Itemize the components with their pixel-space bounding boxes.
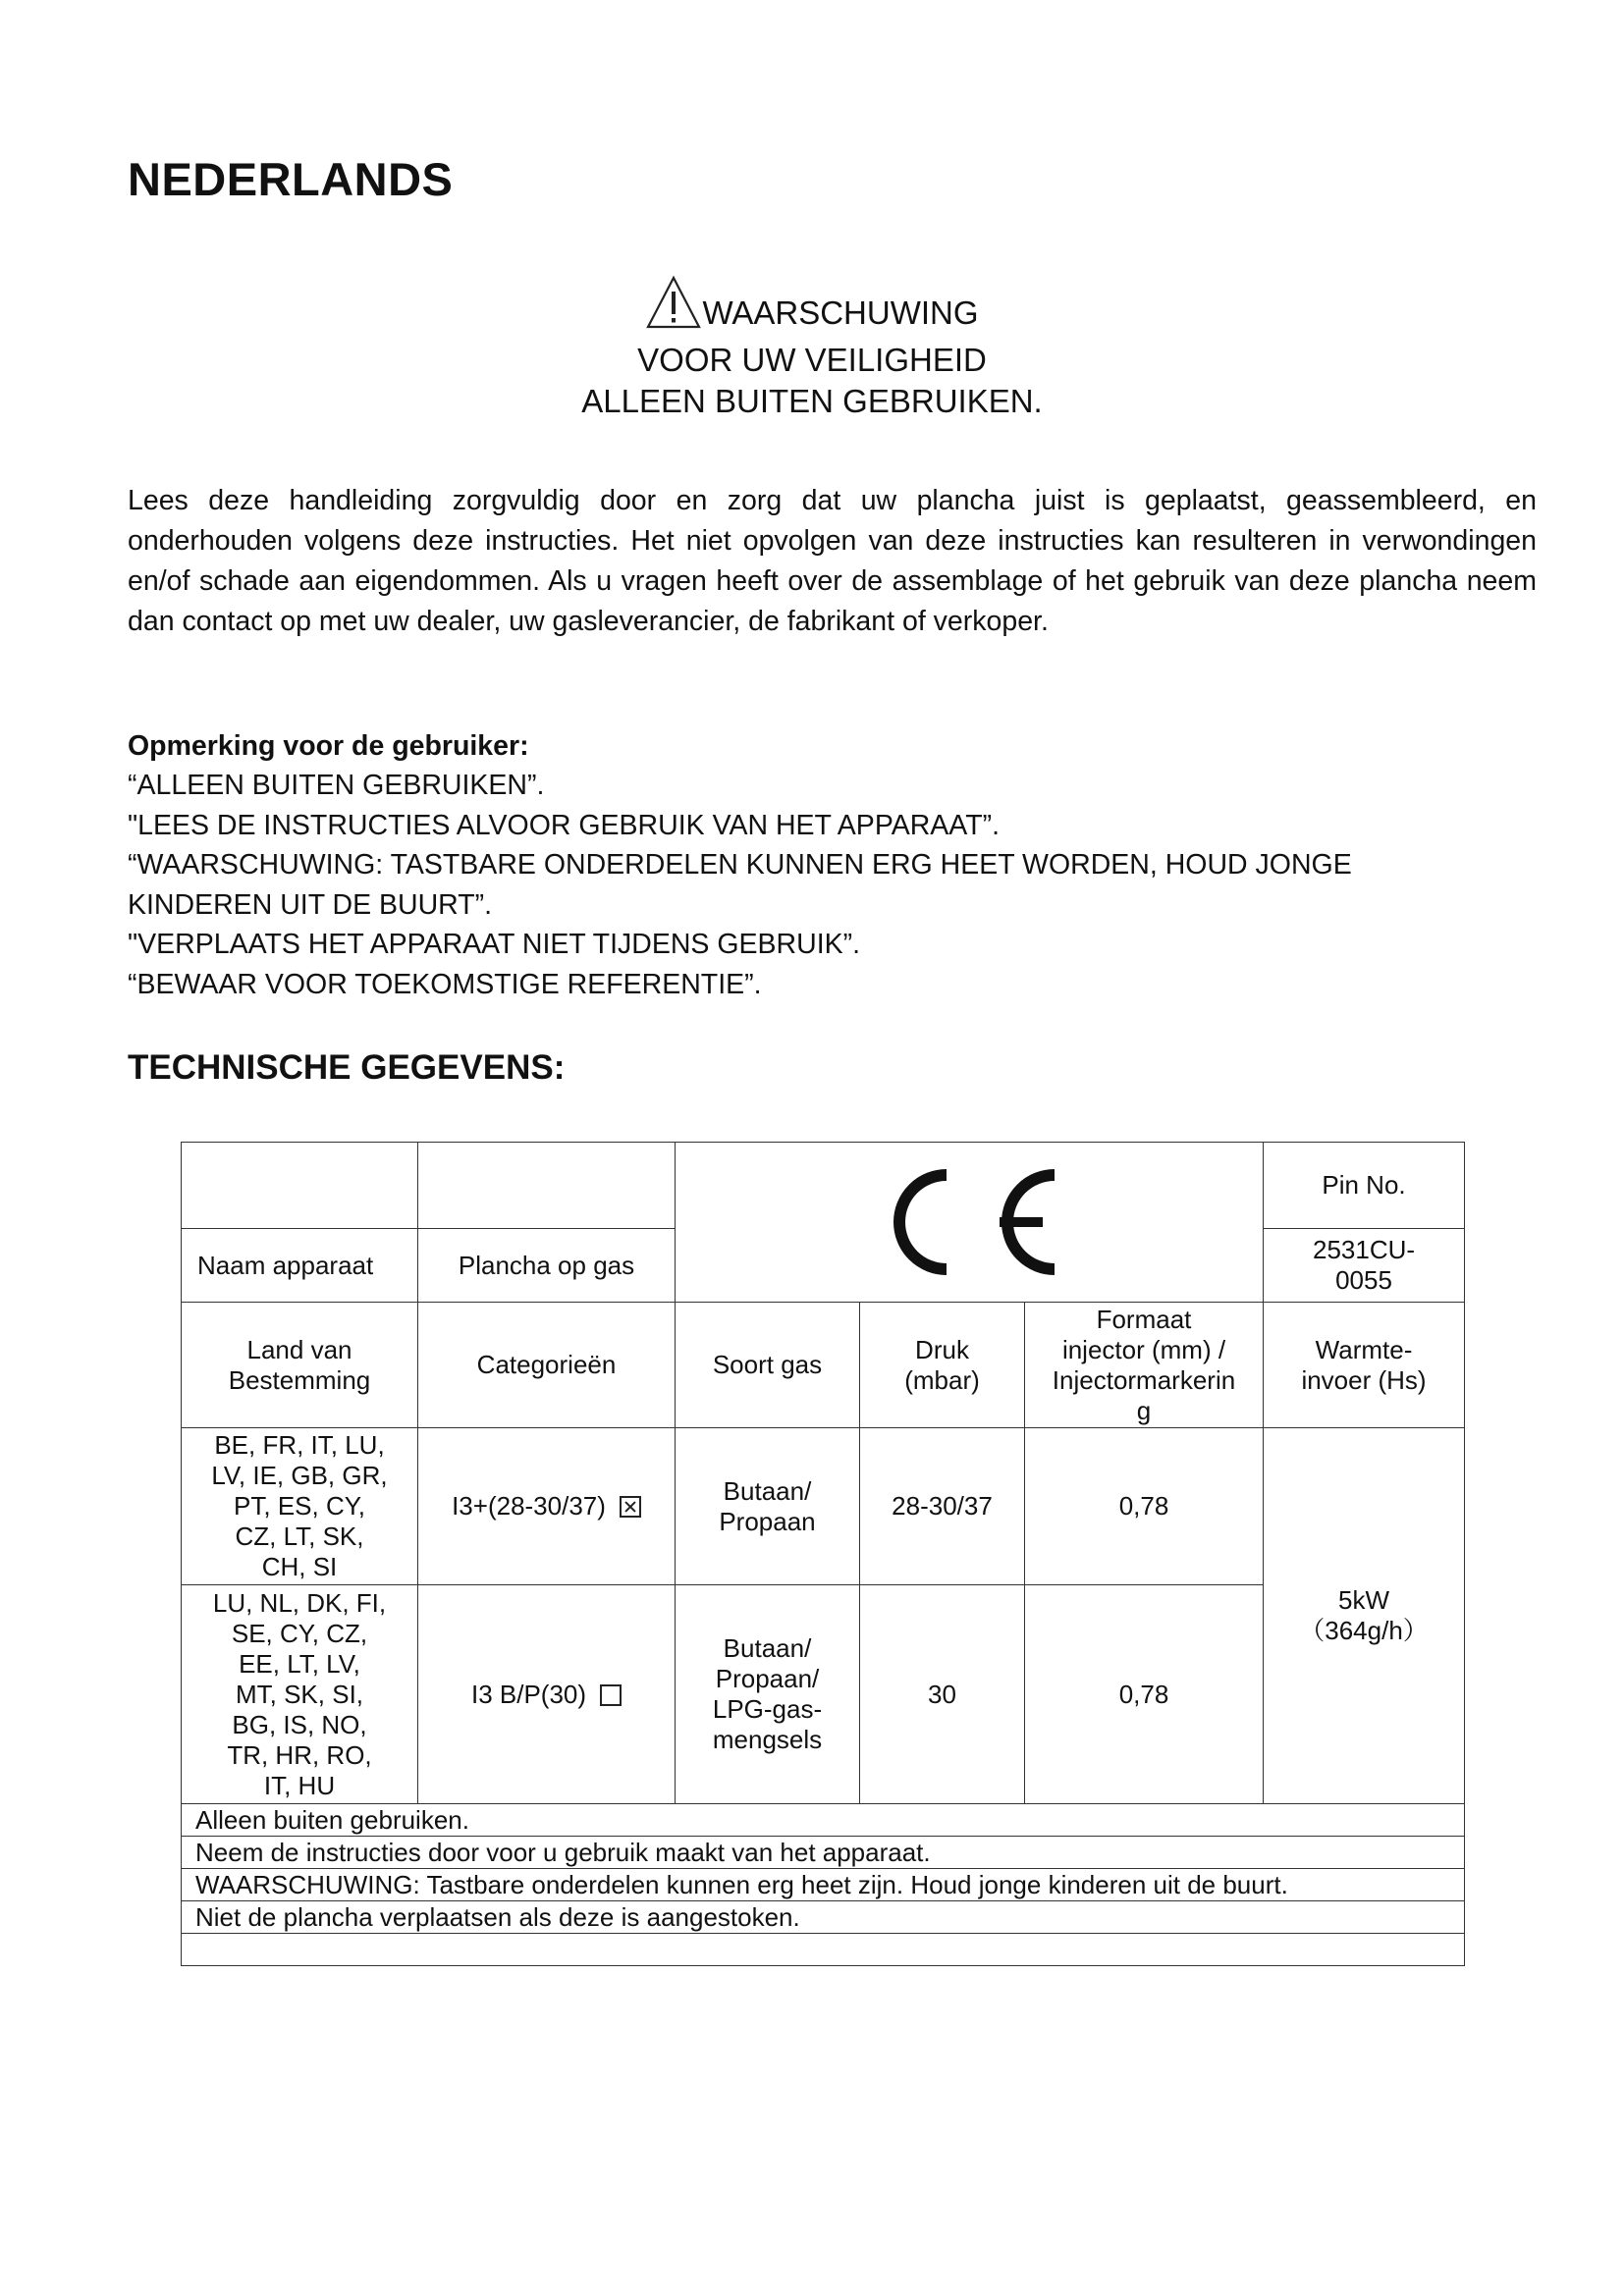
user-note-line: “ALLEEN BUITEN GEBRUIKEN”. <box>128 770 545 801</box>
safety-warning <box>419 275 1205 422</box>
pin-value-line: 2531CU- <box>1312 1235 1416 1264</box>
country-line: TR, HR, RO, <box>227 1739 372 1770</box>
ce-mark-cell <box>676 1143 1264 1303</box>
warning-title-line <box>645 275 978 334</box>
gas-line: Butaan/ <box>723 1633 812 1663</box>
pin-value-line: 0055 <box>1335 1265 1392 1295</box>
pin-label: Pin No. <box>1264 1143 1465 1229</box>
country-line: IT, HU <box>263 1770 336 1800</box>
empty-cell <box>182 1143 418 1229</box>
header-line: Druk <box>915 1334 969 1364</box>
country-line: CZ, LT, SK, <box>235 1522 364 1551</box>
header-injector <box>1025 1303 1264 1428</box>
pressure-cell: 28-30/37 <box>860 1428 1025 1585</box>
country-line: LU, NL, DK, FI, <box>212 1587 387 1618</box>
warning-title: WAARSCHUWING <box>702 294 979 331</box>
country-line: EE, LT, LV, <box>239 1648 360 1679</box>
empty-cell <box>418 1143 676 1229</box>
header-gas-type: Soort gas <box>676 1303 860 1428</box>
country-line: BE, FR, IT, LU, <box>214 1430 385 1460</box>
heat-input-line: 5kW <box>1338 1585 1390 1615</box>
user-note-line: “WAARSCHUWING: TASTBARE ONDERDELEN KUNNEN ERG HEET WORDEN, HOUD JONGE <box>128 849 1352 881</box>
table-row <box>182 1428 1465 1585</box>
technical-data-heading: TECHNISCHE GEGEVENS: <box>128 1048 566 1087</box>
header-heat-input <box>1264 1303 1465 1428</box>
header-country <box>182 1303 418 1428</box>
table-note: Niet de plancha verplaatsen als deze is aangestoken. <box>182 1901 1465 1934</box>
header-line: Bestemming <box>228 1364 371 1395</box>
gas-type-cell <box>676 1585 860 1804</box>
gas-type-cell <box>676 1428 860 1585</box>
pin-value <box>1264 1229 1465 1303</box>
category-cell <box>418 1428 676 1585</box>
technical-data-table <box>181 1142 1465 1966</box>
header-line: Land van <box>246 1334 352 1364</box>
gas-line: Propaan/ <box>715 1664 820 1693</box>
country-line: SE, CY, CZ, <box>231 1618 368 1648</box>
country-line: LV, IE, GB, GR, <box>211 1461 388 1490</box>
warning-subtitle: VOOR UW VEILIGHEID <box>637 342 987 378</box>
gas-line: Propaan <box>719 1506 816 1536</box>
header-line: invoer (Hs) <box>1301 1364 1427 1395</box>
warning-outdoor-only: ALLEEN BUITEN GEBRUIKEN. <box>581 383 1043 419</box>
table-note: WAARSCHUWING: Tastbare onderdelen kunnen erg heet zijn. Houd jonge kinderen uit de buurt. <box>182 1869 1465 1901</box>
header-line: Formaat <box>1096 1304 1192 1334</box>
header-pressure <box>860 1303 1025 1428</box>
table-note: Neem de instructies door voor u gebruik maakt van het apparaat. <box>182 1837 1465 1869</box>
device-name-value: Plancha op gas <box>418 1229 676 1303</box>
country-list <box>182 1585 418 1804</box>
country-line: PT, ES, CY, <box>234 1491 365 1521</box>
checked-box-icon <box>620 1496 641 1518</box>
injector-cell: 0,78 <box>1025 1585 1264 1804</box>
heat-input-cell <box>1264 1428 1465 1804</box>
country-list <box>182 1428 418 1585</box>
device-name-label: Naam apparaat <box>182 1229 418 1303</box>
country-line: CH, SI <box>261 1552 338 1581</box>
warning-triangle-icon <box>645 275 702 330</box>
gas-line: mengsels <box>712 1725 823 1754</box>
country-line: MT, SK, SI, <box>235 1679 364 1709</box>
header-line: injector (mm) / <box>1061 1334 1226 1364</box>
user-notes <box>128 726 1542 1004</box>
user-notes-heading: Opmerking voor de gebruiker: <box>128 730 529 762</box>
user-note-line: "VERPLAATS HET APPARAAT NIET TIJDENS GEBRUIK”. <box>128 929 861 960</box>
intro-paragraph: Lees deze handleiding zorgvuldig door en zorg dat uw plancha juist is geplaatst, geassembleerd, en onderhouden volgens deze instructies. Het niet opvolgen van deze instructies kan resulteren in verwondingen en/of schade aan eigendommen. Als u vragen heeft over de assemblage of het gebruik van deze plancha neem dan contact op met uw dealer, uw gasleverancier, de fabrikant of verkoper. <box>128 485 1537 637</box>
table-note <box>182 1934 1465 1966</box>
header-line: Warmte- <box>1315 1334 1413 1364</box>
pressure-cell: 30 <box>860 1585 1025 1804</box>
unchecked-box-icon <box>600 1684 622 1706</box>
user-note-line: "LEES DE INSTRUCTIES ALVOOR GEBRUIK VAN HET APPARAAT”. <box>128 809 1001 841</box>
country-line: BG, IS, NO, <box>232 1709 367 1739</box>
gas-line: LPG-gas- <box>712 1694 823 1724</box>
header-line: g <box>1136 1395 1152 1425</box>
heat-input-line: （364g/h） <box>1299 1616 1429 1645</box>
header-categories: Categorieën <box>418 1303 676 1428</box>
category-cell <box>418 1585 676 1804</box>
gas-line: Butaan/ <box>723 1475 812 1506</box>
language-heading: NEDERLANDS <box>128 153 454 205</box>
category-label: I3 B/P(30) <box>470 1679 587 1709</box>
category-label: I3+(28-30/37) <box>452 1491 606 1521</box>
injector-cell: 0,78 <box>1025 1428 1264 1585</box>
header-line: (mbar) <box>904 1364 980 1395</box>
header-line: Injectormarkerin <box>1052 1364 1236 1395</box>
user-note-line: KINDEREN UIT DE BUURT”. <box>128 888 493 921</box>
table-note: Alleen buiten gebruiken. <box>182 1804 1465 1837</box>
ce-mark-icon <box>876 1163 1062 1281</box>
user-note-line: “BEWAAR VOOR TOEKOMSTIGE REFERENTIE”. <box>128 968 762 1000</box>
